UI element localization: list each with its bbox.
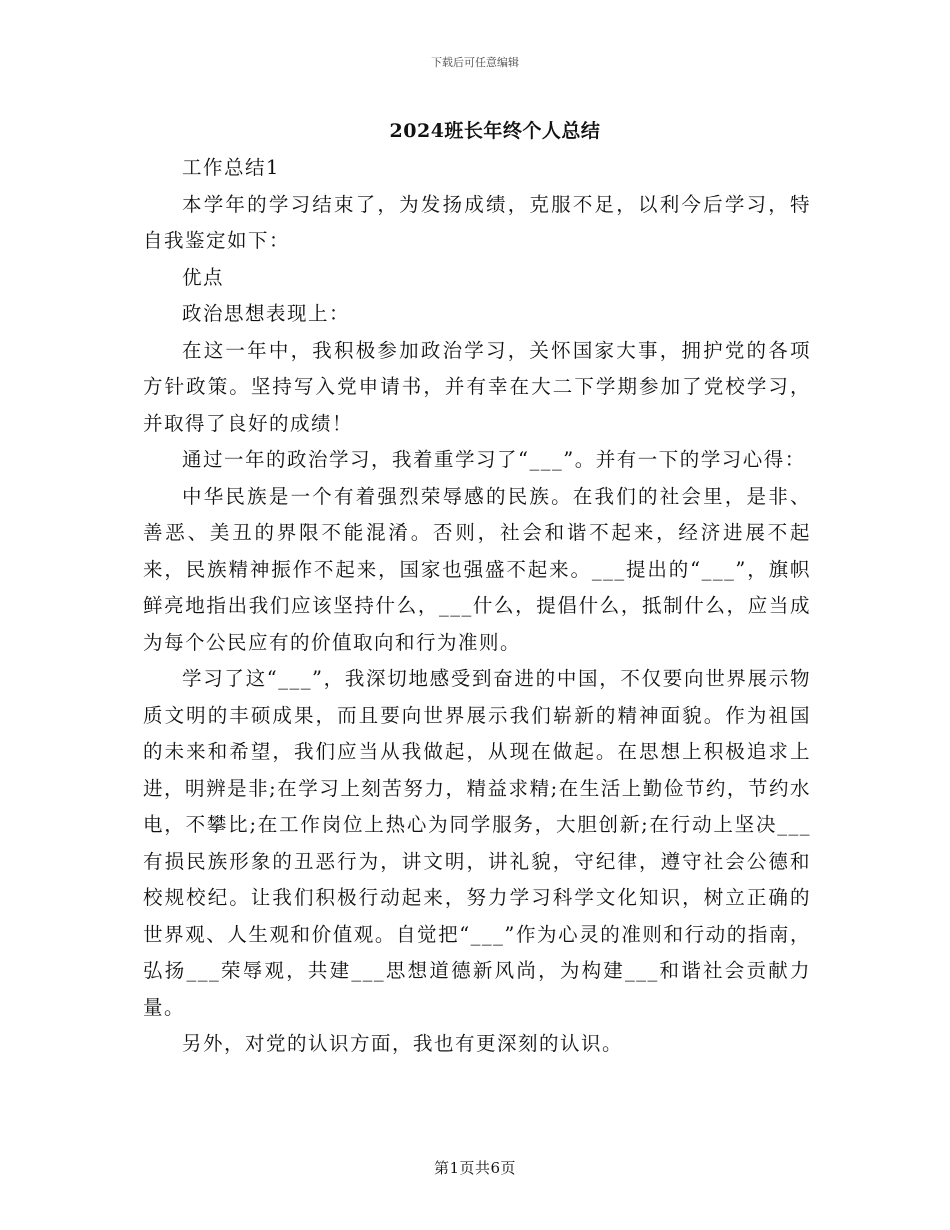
- paragraph-section-heading: 工作总结1: [182, 156, 280, 179]
- page-indicator: 第1页共6页: [433, 1159, 517, 1177]
- paragraph-national-spirit: 中华民族是一个有着强烈荣辱感的民族。在我们的社会里，是非、善恶、美丑的界限不能混淆。否则，社会和谐不起来，经济进展不起来，民族精神振作不起来，国家也强盛不起来。___提出的“___”，旗帜鲜亮地指出我们应该坚持什么，___什么，提倡什么，抵制什么，应当成为每个公民应有的价值取向和行为准则。: [143, 484, 811, 654]
- paragraph-party-understanding: 另外，对党的认识方面，我也有更深刻的认识。: [182, 1032, 624, 1055]
- document-title: 2024班长年终个人总结: [389, 120, 601, 142]
- paragraph-study-notes: 通过一年的政治学习，我着重学习了“___”。并有一下的学习心得：: [182, 448, 806, 471]
- paragraph-political-heading: 政治思想表现上：: [182, 302, 351, 325]
- paragraph-intro: 本学年的学习结束了，为发扬成绩，克服不足，以利今后学习，特自我鉴定如下：: [143, 192, 811, 252]
- paragraph-reflection: 学习了这“___”，我深切地感受到奋进的中国，不仅要向世界展示物质文明的丰硕成果，而且要向世界展示我们崭新的精神面貌。作为祖国的未来和希望，我们应当从我做起，从现在做起。在思想上积极追求上进，明辨是非;在学习上刻苦努力，精益求精;在生活上勤俭节约，节约水电，不攀比;在工作岗位上热心为同学服务，大胆创新;在行动上坚决___有损民族形象的丑恶行为，讲文明，讲礼貌，守纪律，遵守社会公德和校规校纪。让我们积极行动起来，努力学习科学文化知识，树立正确的世界观、人生观和价值观。自觉把“___”作为心灵的准则和行动的指南，弘扬___荣辱观，共建___思想道德新风尚，为构建___和谐社会贡献力量。: [143, 667, 811, 1019]
- paragraph-political-study: 在这一年中，我积极参加政治学习，关怀国家大事，拥护党的各项方针政策。坚持写入党申请书，并有幸在大二下学期参加了党校学习，并取得了良好的成绩！: [143, 338, 811, 435]
- paragraph-strengths-heading: 优点: [182, 265, 225, 289]
- document-body: [143, 150, 811, 1063]
- header-note: 下载后可任意编辑: [431, 56, 519, 69]
